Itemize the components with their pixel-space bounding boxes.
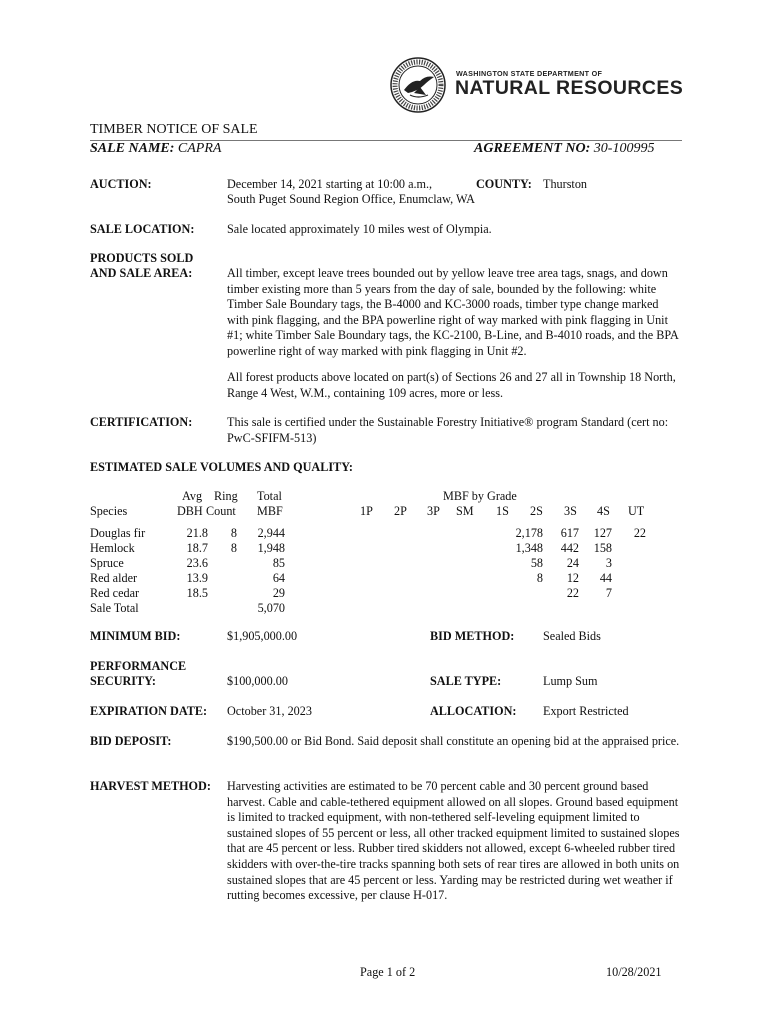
hdr-ring: Ring	[214, 489, 238, 503]
harvest-method-text: Harvesting activities are estimated to be 70 percent cable and 30 percent ground based harvest. Cable and cable-tethered equipment allowed on all slopes. Ground based equipment is limited to tracked equipment, with non-tethered self-leveling equipment limited to sustained slopes of 55 percent or less, all other tracked equipment limited to sustained slopes that are 45 percent or less. Rubber tired skidders not allowed, except 6-wheeled rubber tired skidders with over-the-tire tracks spanning both sets of rear tires are allowed in both units on sustained slopes that are 45 percent or less. Yarding may be restricted during wet weather if rutting becomes excessive, per clause H-017.	[227, 779, 680, 903]
cell-2s: 8	[536, 571, 543, 585]
grade-4s: 4S	[597, 504, 610, 518]
min-bid-value: $1,905,000.00	[227, 629, 298, 643]
hdr-mbf: MBF	[257, 504, 283, 518]
certification-label: CERTIFICATION:	[90, 415, 193, 429]
logo-agency-name: NATURAL RESOURCES	[455, 77, 684, 99]
hdr-mbf-by-grade: MBF by Grade	[443, 489, 517, 503]
cell-3s: 12	[566, 571, 579, 585]
cell-species: Sale Total	[90, 601, 139, 615]
cell-4s: 7	[605, 586, 612, 600]
grade-3s: 3S	[564, 504, 577, 518]
grade-1p: 1P	[360, 504, 373, 518]
sale-location-label: SALE LOCATION:	[90, 222, 195, 236]
sale-name-value: CAPRA	[177, 141, 222, 156]
cell-species: Hemlock	[90, 541, 135, 555]
cell-species: Red cedar	[90, 586, 140, 600]
bid-method-label: BID METHOD:	[430, 629, 515, 643]
products-label-line2: AND SALE AREA:	[90, 266, 193, 280]
products-label-line1: PRODUCTS SOLD	[90, 251, 194, 265]
performance-value: $100,000.00	[227, 674, 288, 688]
cell-3s: 24	[566, 556, 579, 570]
hdr-avg: Avg	[182, 489, 203, 503]
cell-4s: 127	[593, 526, 612, 540]
sale-type-label: SALE TYPE:	[430, 674, 502, 688]
cell-4s: 3	[605, 556, 612, 570]
cell-3s: 617	[560, 526, 579, 540]
min-bid-label: MINIMUM BID:	[90, 629, 181, 643]
cell-3s: 442	[560, 541, 579, 555]
expiration-label: EXPIRATION DATE:	[90, 704, 208, 718]
cell-2s: 1,348	[515, 541, 543, 555]
cell-dbh: 23.6	[186, 556, 208, 570]
cell-3s: 22	[566, 586, 579, 600]
performance-label-line1: PERFORMANCE	[90, 659, 187, 673]
agreement-label: AGREEMENT NO:	[474, 141, 591, 156]
cell-4s: 158	[593, 541, 612, 555]
cell-total: 85	[272, 556, 285, 570]
document-title: TIMBER NOTICE OF SALE	[90, 122, 258, 137]
cell-total: 5,070	[257, 601, 285, 615]
allocation-value: Export Restricted	[543, 704, 629, 718]
cell-dbh: 13.9	[186, 571, 208, 585]
products-description: All timber, except leave trees bounded out by yellow leave tree area tags, snags, and down timber existing more than 5 years from the day of sale, bounded by the following: white Timber Sale Boundary tags, the B-4000 and KC-3000 roads, timber type change marked with pink flagging, and the BPA powerline right of way marked with pink flagging in Unit #1; white Timber Sale Boundary tags, the KC-2100, B-Line, and B-4010 roads, and the BPA powerline right of way marked with pink flagging in Unit #2.	[227, 266, 679, 358]
cell-total: 2,944	[257, 526, 285, 540]
county-label: COUNTY:	[476, 177, 532, 191]
sale-name-label: SALE NAME:	[90, 141, 175, 156]
footer-date: 10/28/2021	[606, 965, 662, 979]
allocation-label: ALLOCATION:	[430, 704, 517, 718]
auction-date: December 14, 2021 starting at 10:00 a.m.,	[227, 177, 433, 191]
performance-label-line2: SECURITY:	[90, 674, 156, 688]
bid-deposit-label: BID DEPOSIT:	[90, 734, 172, 748]
hdr-species: Species	[90, 504, 128, 518]
grade-ut: UT	[628, 504, 645, 518]
logo-department-line: WASHINGTON STATE DEPARTMENT OF	[456, 69, 603, 78]
county-value: Thurston	[543, 177, 588, 191]
cell-2s: 2,178	[515, 526, 543, 540]
volumes-heading: ESTIMATED SALE VOLUMES AND QUALITY:	[90, 460, 353, 474]
harvest-method-label: HARVEST METHOD:	[90, 779, 211, 793]
agreement-row	[474, 141, 654, 157]
hdr-total: Total	[257, 489, 282, 503]
cell-dbh: 18.5	[186, 586, 208, 600]
cell-count: 8	[230, 541, 237, 555]
certification-text: This sale is certified under the Sustainable Forestry Initiative® program Standard (cert no: PwC-SFIFM-513)	[227, 415, 669, 445]
grade-3p: 3P	[427, 504, 440, 518]
grade-sm: SM	[456, 504, 474, 518]
cell-total: 1,948	[257, 541, 285, 555]
sale-type-value: Lump Sum	[543, 674, 598, 688]
cell-species: Red alder	[90, 571, 138, 585]
cell-species: Spruce	[90, 556, 124, 570]
cell-4s: 44	[599, 571, 612, 585]
cell-total: 29	[272, 586, 285, 600]
bid-deposit-text: $190,500.00 or Bid Bond. Said deposit shall constitute an opening bid at the appraised price.	[227, 734, 680, 748]
cell-count: 8	[230, 526, 237, 540]
cell-2s: 58	[530, 556, 543, 570]
dnr-seal-logo	[390, 57, 446, 113]
hdr-count: Count	[206, 504, 236, 518]
cell-total: 64	[272, 571, 285, 585]
hdr-dbh: DBH	[177, 504, 203, 518]
auction-label: AUCTION:	[90, 177, 152, 191]
bid-method-value: Sealed Bids	[543, 629, 601, 643]
cell-dbh: 18.7	[186, 541, 208, 555]
cell-dbh: 21.8	[186, 526, 208, 540]
grade-1s: 1S	[496, 504, 509, 518]
auction-location: South Puget Sound Region Office, Enumclaw, WA	[227, 192, 475, 206]
sale-location-text: Sale located approximately 10 miles west of Olympia.	[227, 222, 492, 236]
expiration-value: October 31, 2023	[227, 704, 312, 718]
grade-2s: 2S	[530, 504, 543, 518]
page-number: Page 1 of 2	[360, 965, 416, 979]
cell-ut: 22	[633, 526, 646, 540]
sale-name-row	[90, 141, 221, 157]
grade-2p: 2P	[394, 504, 407, 518]
agreement-number: 30-100995	[593, 141, 655, 156]
products-location: All forest products above located on part(s) of Sections 26 and 27 all in Township 18 North, Range 4 West, W.M., containing 109 acres, more or less.	[227, 370, 676, 400]
cell-species: Douglas fir	[90, 526, 146, 540]
